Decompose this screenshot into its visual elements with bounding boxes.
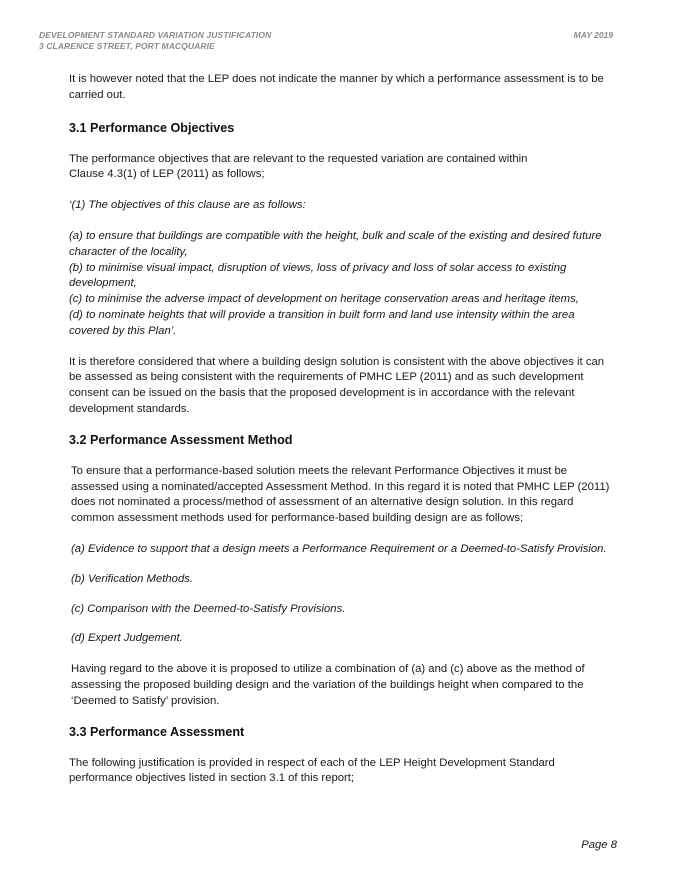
section-3-1-paragraph-1-line-1: The performance objectives that are relevant to the requested variation are contained within bbox=[69, 152, 528, 165]
section-3-2-paragraph-2: Having regard to the above it is proposed to utilize a combination of (a) and (c) above as the method of assessing the proposed building design and the variation of the buildings height when compared to the ‘Deemed to Satisfy’ provision. bbox=[71, 663, 585, 707]
section-3-3-paragraph-1-line-2: performance objectives listed in section 3.1 of this report; bbox=[69, 772, 355, 785]
page-body bbox=[69, 72, 615, 787]
intro-paragraph: It is however noted that the LEP does not indicate the manner by which a performance assessment is to be carried out. bbox=[69, 73, 604, 101]
header-title: DEVELOPMENT STANDARD VARIATION JUSTIFICATION bbox=[39, 30, 272, 40]
section-3-3-paragraph-1 bbox=[69, 756, 615, 788]
header-address: 3 CLARENCE STREET, PORT MACQUARIE bbox=[39, 41, 215, 51]
objectives-list bbox=[69, 229, 615, 340]
objective-a: (a) to ensure that buildings are compatible with the height, bulk and scale of the existing and desired future character of the locality, bbox=[69, 229, 602, 258]
section-3-1-paragraph-2: It is therefore considered that where a building design solution is consistent with the above objectives it can be assessed as being consistent with the requirements of PMHC LEP (2011) and as such development consent can be issued on the basis that the proposed development is in accordance with the relevant development standards. bbox=[69, 355, 605, 415]
page-number: Page 8 bbox=[581, 839, 617, 851]
objective-b: (b) to minimise visual impact, disruption of views, loss of privacy and loss of solar access to existing development, bbox=[69, 261, 567, 290]
method-a: (a) Evidence to support that a design meets a Performance Requirement or a Deemed-to-Satisfy Provision. bbox=[71, 542, 607, 555]
method-b: (b) Verification Methods. bbox=[71, 572, 194, 585]
objectives-intro: ‘(1) The objectives of this clause are as follows: bbox=[69, 199, 306, 212]
section-3-1-heading: 3.1 Performance Objectives bbox=[69, 120, 235, 135]
section-3-1-paragraph-1-line-2: Clause 4.3(1) of LEP (2011) as follows; bbox=[69, 168, 265, 181]
section-3-1-paragraph-1 bbox=[69, 152, 615, 184]
section-3-3-paragraph-1-line-1: The following justification is provided in respect of each of the LEP Height Development Standard bbox=[69, 756, 555, 769]
section-3-2-heading: 3.2 Performance Assessment Method bbox=[69, 432, 293, 447]
document-header bbox=[39, 30, 271, 52]
section-3-3-heading: 3.3 Performance Assessment bbox=[69, 724, 245, 739]
method-d: (d) Expert Judgement. bbox=[71, 632, 183, 645]
objective-c: (c) to minimise the adverse impact of development on heritage conservation areas and heritage items, bbox=[69, 293, 579, 306]
header-date: MAY 2019 bbox=[573, 30, 613, 40]
section-3-2-paragraph-1: To ensure that a performance-based solution meets the relevant Performance Objectives it must be assessed using a nominated/accepted Assessment Method. In this regard it is noted that PMHC LEP (2011) does not nominated a process/method of assessment of an alternative design solution. In this regard common assessment methods used for performance-based building design are as follows; bbox=[71, 464, 610, 525]
method-c: (c) Comparison with the Deemed-to-Satisfy Provisions. bbox=[71, 602, 346, 615]
objective-d: (d) to nominate heights that will provide a transition in built form and land use intensity within the area covered by this Plan’. bbox=[69, 308, 575, 337]
